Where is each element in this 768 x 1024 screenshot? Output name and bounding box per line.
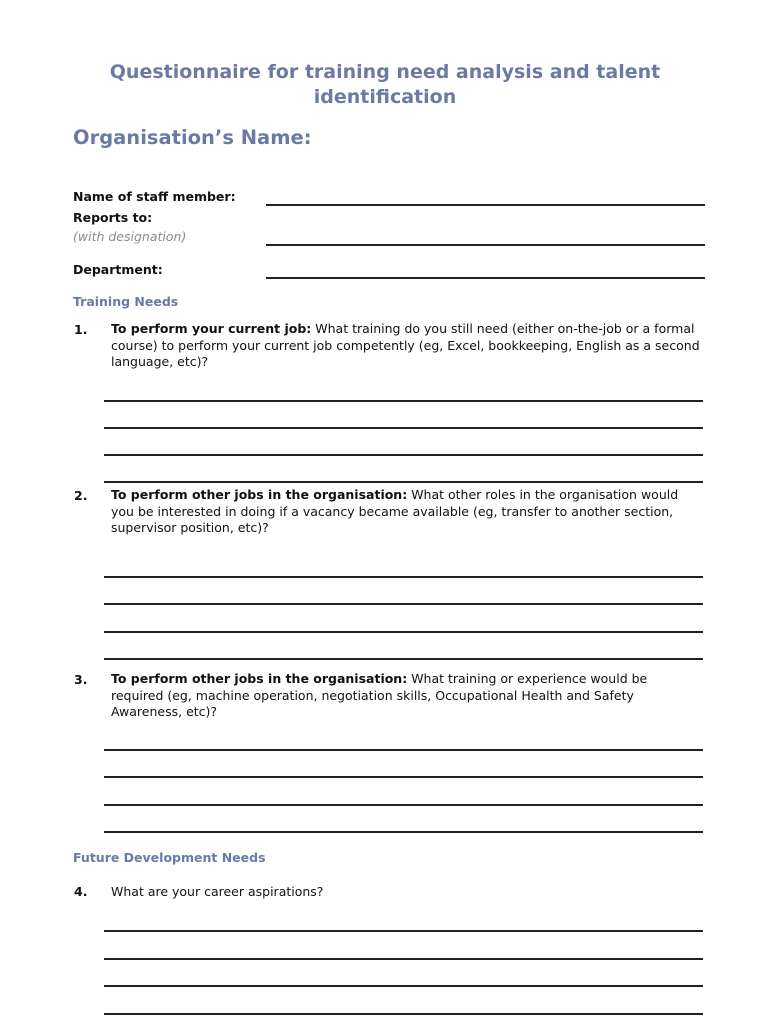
question-1-body: What training do you still need (either on-the-job or a formal course) to perform your current job competently (eg, Excel, bookkeeping, English as a second language, etc)? <box>111 321 700 369</box>
question-3-lead: To perform other jobs in the organisation: <box>111 671 408 686</box>
question-2-lead: To perform other jobs in the organisation: <box>111 487 408 502</box>
document-title: Questionnaire for training need analysis and talent identification <box>109 61 661 108</box>
organisation-name-label: Organisation’s Name: <box>73 126 312 149</box>
staff-member-line[interactable] <box>266 204 705 206</box>
question-3-number: 3. <box>74 672 88 687</box>
question-1-answer-line[interactable] <box>104 481 703 483</box>
question-4-number: 4. <box>74 884 88 899</box>
section-future-development: Future Development Needs <box>73 850 266 865</box>
reports-to-line[interactable] <box>266 244 705 246</box>
section-training-needs: Training Needs <box>73 294 179 309</box>
question-2-answer-line[interactable] <box>104 658 703 660</box>
question-1-answer-line[interactable] <box>104 400 703 402</box>
question-4-answer-line[interactable] <box>104 985 703 987</box>
question-2-answer-line[interactable] <box>104 631 703 633</box>
department-label: Department: <box>73 262 163 277</box>
question-4-answer-line[interactable] <box>104 930 703 932</box>
question-3-text <box>111 671 703 721</box>
question-3-body: What training or experience would be required (eg, machine operation, negotiation skills, Occupational Health and Safety Awareness, etc)? <box>111 671 648 719</box>
question-1-lead: To perform your current job: <box>111 321 312 336</box>
question-4-body: What are your career aspirations? <box>111 884 324 899</box>
question-3-answer-line[interactable] <box>104 749 703 751</box>
question-2-answer-line[interactable] <box>104 576 703 578</box>
question-4-answer-line[interactable] <box>104 958 703 960</box>
question-4-text <box>111 884 703 901</box>
question-3-answer-line[interactable] <box>104 804 703 806</box>
question-3-answer-line[interactable] <box>104 776 703 778</box>
reports-to-hint: (with designation) <box>73 229 187 244</box>
staff-member-label: Name of staff member: <box>73 189 236 204</box>
question-3-answer-line[interactable] <box>104 831 703 833</box>
question-2-body: What other roles in the organisation would you be interested in doing if a vacancy became available (eg, transfer to another section, supervisor position, etc)? <box>111 487 679 535</box>
department-line[interactable] <box>266 277 705 279</box>
question-2-answer-line[interactable] <box>104 603 703 605</box>
question-1-answer-line[interactable] <box>104 427 703 429</box>
reports-to-label: Reports to: <box>73 210 153 225</box>
question-1-answer-line[interactable] <box>104 454 703 456</box>
question-1-number: 1. <box>74 322 88 337</box>
question-2-text <box>111 487 703 537</box>
question-2-number: 2. <box>74 488 88 503</box>
question-4-answer-line[interactable] <box>104 1013 703 1015</box>
question-1-text <box>111 321 703 371</box>
